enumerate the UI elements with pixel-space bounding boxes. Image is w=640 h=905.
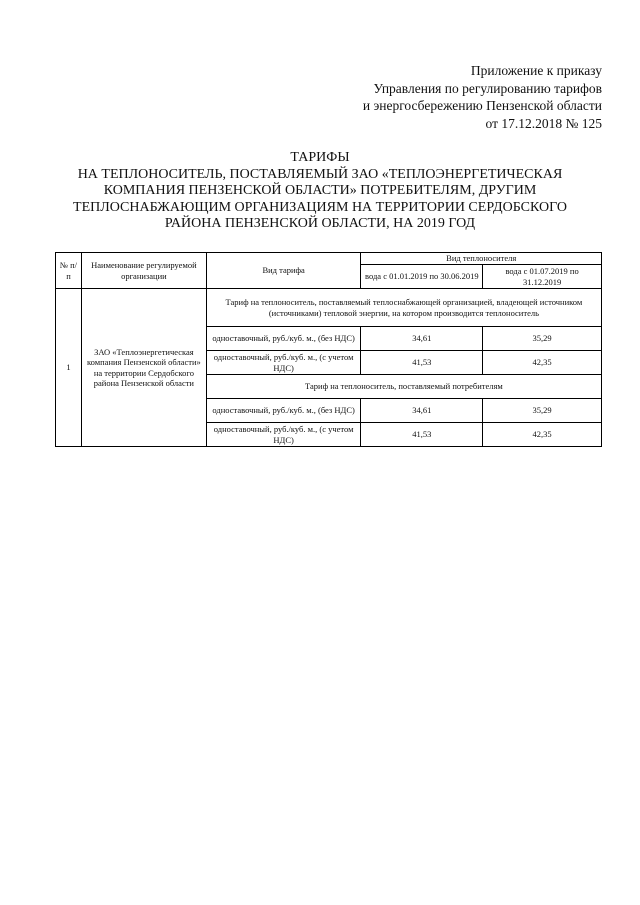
header-period-1: вода с 01.01.2019 по 30.06.2019 bbox=[361, 265, 483, 289]
header-line-2: Управления по регулированию тарифов bbox=[373, 80, 602, 96]
row-number: 1 bbox=[56, 289, 82, 447]
document-title bbox=[40, 150, 600, 233]
header-line-1: Приложение к приказу bbox=[470, 63, 602, 78]
title-line-5: РАЙОНА ПЕНЗЕНСКОЙ ОБЛАСТИ, НА 2019 ГОД bbox=[164, 216, 476, 231]
title-line-2: НА ТЕПЛОНОСИТЕЛЬ, ПОСТАВЛЯЕМЫЙ ЗАО «ТЕПЛОЭНЕРГЕТИЧЕСКАЯ bbox=[77, 166, 563, 182]
table-header-row bbox=[56, 253, 602, 265]
header-line-3: и энергосбережению Пензенской области bbox=[362, 98, 602, 113]
header-carrier-type: Вид теплоносителя bbox=[361, 253, 602, 265]
header-num: № п/п bbox=[56, 253, 82, 289]
header-period-2: вода с 01.07.2019 по 31.12.2019 bbox=[483, 265, 602, 289]
title-line-4: ТЕПЛОСНАБЖАЮЩИМ ОРГАНИЗАЦИЯМ НА ТЕРРИТОРИИ СЕРДОБСКОГО bbox=[73, 199, 567, 215]
tariff-label: одноставочный, руб./куб. м., (без НДС) bbox=[206, 399, 361, 423]
tariff-table bbox=[55, 252, 602, 447]
tariff-label: одноставочный, руб./куб. м., (с учетом НДС) bbox=[206, 351, 361, 375]
tariff-value-period-2: 42,35 bbox=[483, 351, 602, 375]
header-line-4: от 17.12.2018 № 125 bbox=[485, 115, 602, 131]
header-tariff-type: Вид тарифа bbox=[206, 253, 361, 289]
section-2-title: Тариф на теплоноситель, поставляемый потребителям bbox=[206, 375, 601, 399]
tariff-label: одноставочный, руб./куб. м., (с учетом НДС) bbox=[206, 423, 361, 447]
table-row bbox=[56, 289, 602, 327]
tariff-label: одноставочный, руб./куб. м., (без НДС) bbox=[206, 327, 361, 351]
tariff-value-period-2: 42,35 bbox=[483, 423, 602, 447]
tariff-value-period-1: 34,61 bbox=[361, 327, 483, 351]
header-organization: Наименование регулируемой организации bbox=[81, 253, 206, 289]
tariff-value-period-2: 35,29 bbox=[483, 327, 602, 351]
title-line-3: КОМПАНИЯ ПЕНЗЕНСКОЙ ОБЛАСТИ» ПОТРЕБИТЕЛЯМ, ДРУГИМ bbox=[103, 183, 537, 198]
tariff-value-period-1: 34,61 bbox=[361, 399, 483, 423]
title-line-1: ТАРИФЫ bbox=[290, 150, 350, 165]
tariff-value-period-1: 41,53 bbox=[361, 423, 483, 447]
organization-name: ЗАО «Теплоэнергетическая компания Пензенской области» на территории Сердобского района Пензенской области bbox=[81, 289, 206, 447]
order-appendix-header bbox=[363, 62, 602, 132]
section-1-title: Тариф на теплоноситель, поставляемый теплоснабжающей организацией, владеющей источником (источниками) тепловой энергии, на котором производится теплоноситель bbox=[206, 289, 601, 327]
tariff-value-period-2: 35,29 bbox=[483, 399, 602, 423]
tariff-value-period-1: 41,53 bbox=[361, 351, 483, 375]
